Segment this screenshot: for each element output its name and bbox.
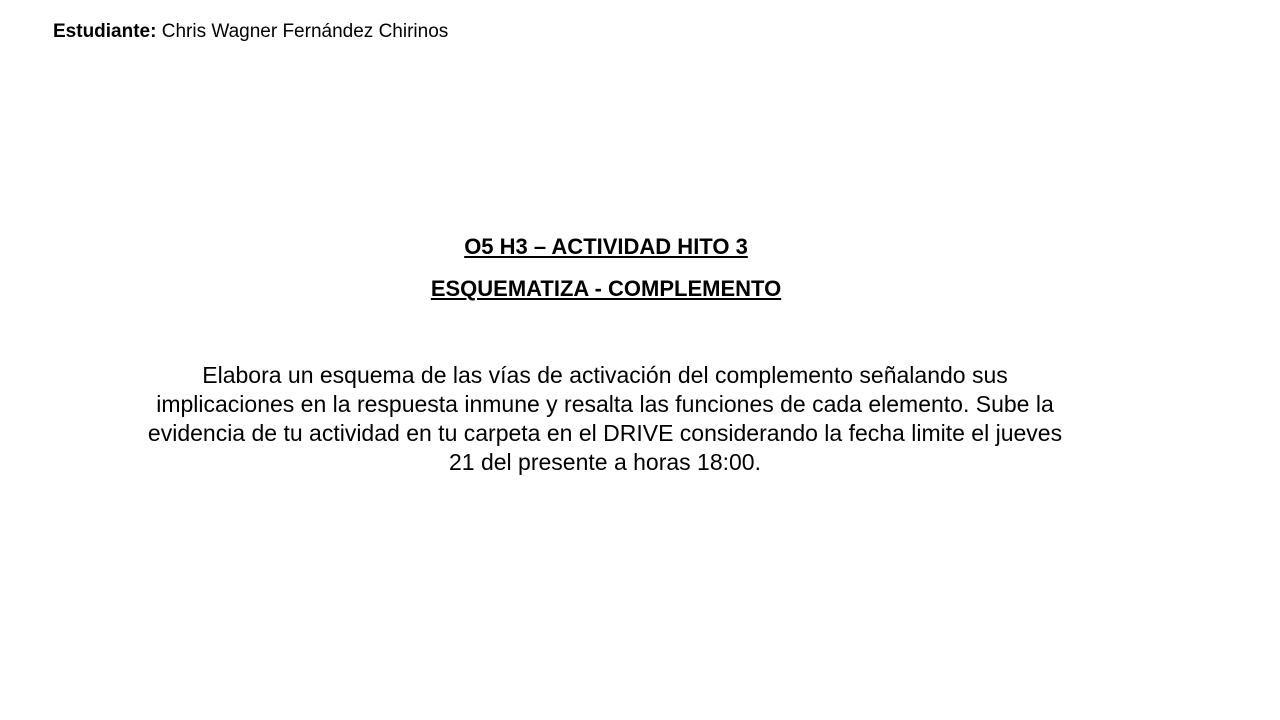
instruction-line: implicaciones en la respuesta inmune y resalta las funciones de cada elemento. Sube la — [156, 391, 1054, 417]
instruction-line: evidencia de tu actividad en tu carpeta en el DRIVE considerando la fecha limite el jueves — [147, 420, 1063, 446]
activity-subtitle: ESQUEMATIZA - COMPLEMENTO — [430, 276, 782, 301]
instructions-paragraph — [100, 361, 1110, 477]
instruction-line: Elabora un esquema de las vías de activación del complemento señalando sus — [202, 362, 1008, 388]
activity-title: O5 H3 – ACTIVIDAD HITO 3 — [464, 234, 748, 259]
student-label: Estudiante: — [53, 21, 157, 42]
student-line — [53, 20, 448, 44]
instruction-line: 21 del presente a horas 18:00. — [448, 449, 761, 475]
document-titles — [0, 232, 1212, 304]
student-name: Chris Wagner Fernández Chirinos — [161, 21, 449, 42]
